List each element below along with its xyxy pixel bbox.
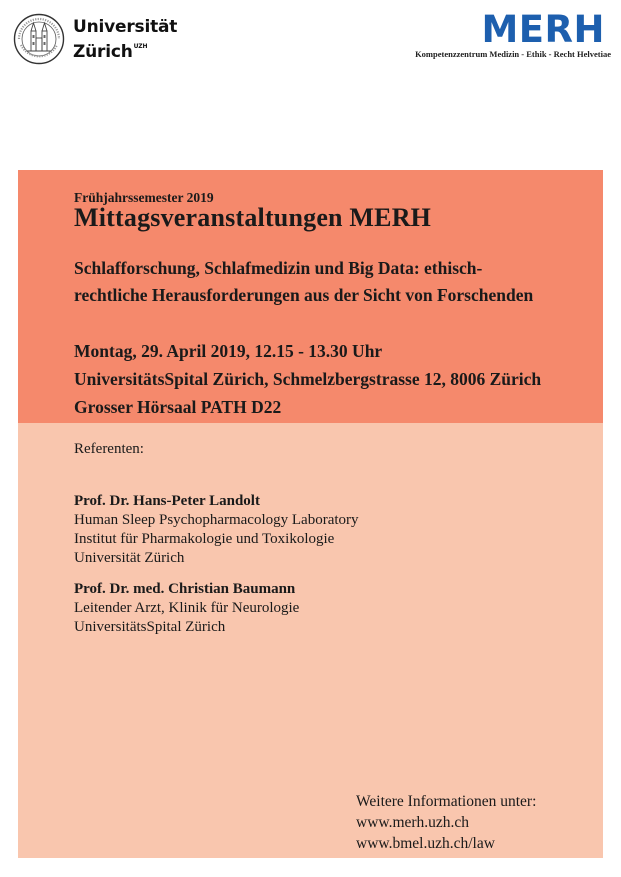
uzh-wordmark [73,17,177,62]
speaker-affiliation: Universität Zürich [74,550,185,566]
speakers-heading: Referenten: [74,441,144,457]
uzh-wordmark-line2 [73,37,177,62]
speaker-entry [74,492,359,568]
uzh-logo [13,13,177,65]
event-topic [74,255,533,309]
uzh-wordmark-city: Zürich [73,41,133,62]
merh-website-link[interactable]: www.merh.uzh.ch [356,814,470,831]
event-room: Grosser Hörsaal PATH D22 [74,397,282,417]
speaker-affiliation: Institut für Pharmakologie und Toxikologie [74,531,335,547]
speaker-name: Prof. Dr. Hans-Peter Landolt [74,493,260,509]
merh-wordmark: MERH [481,8,605,51]
series-title: Mittagsveranstaltungen MERH [74,203,432,232]
uzh-seal-icon [13,13,65,65]
speaker-affiliation: UniversitätsSpital Zürich [74,619,226,635]
merh-logo [415,8,611,59]
event-details [74,337,541,421]
event-location: UniversitätsSpital Zürich, Schmelzbergstrasse 12, 8006 Zürich [74,369,542,389]
speakers-list [74,492,359,649]
uzh-superscript: UZH [133,42,148,50]
speaker-name: Prof. Dr. med. Christian Baumann [74,581,296,597]
more-info-label: Weitere Informationen unter: [356,793,537,810]
event-topic-line: rechtliche Herausforderungen aus der Sicht von Forschenden [74,285,534,305]
uzh-wordmark-line1: Universität [73,16,178,37]
speaker-affiliation: Leitender Arzt, Klinik für Neurologie [74,600,300,616]
semester-label: Frühjahrssemester 2019 [74,190,214,205]
speaker-entry [74,580,359,637]
merh-subtitle: Kompetenzzentrum Medizin - Ethik - Recht Helvetiae [415,49,611,59]
bmel-website-link[interactable]: www.bmel.uzh.ch/law [356,835,495,852]
event-topic-line: Schlafforschung, Schlafmedizin und Big Data: ethisch- [74,258,483,278]
speaker-affiliation: Human Sleep Psychopharmacology Laboratory [74,512,359,528]
more-info [356,791,536,854]
event-date-time: Montag, 29. April 2019, 12.15 - 13.30 Uhr [74,341,383,361]
